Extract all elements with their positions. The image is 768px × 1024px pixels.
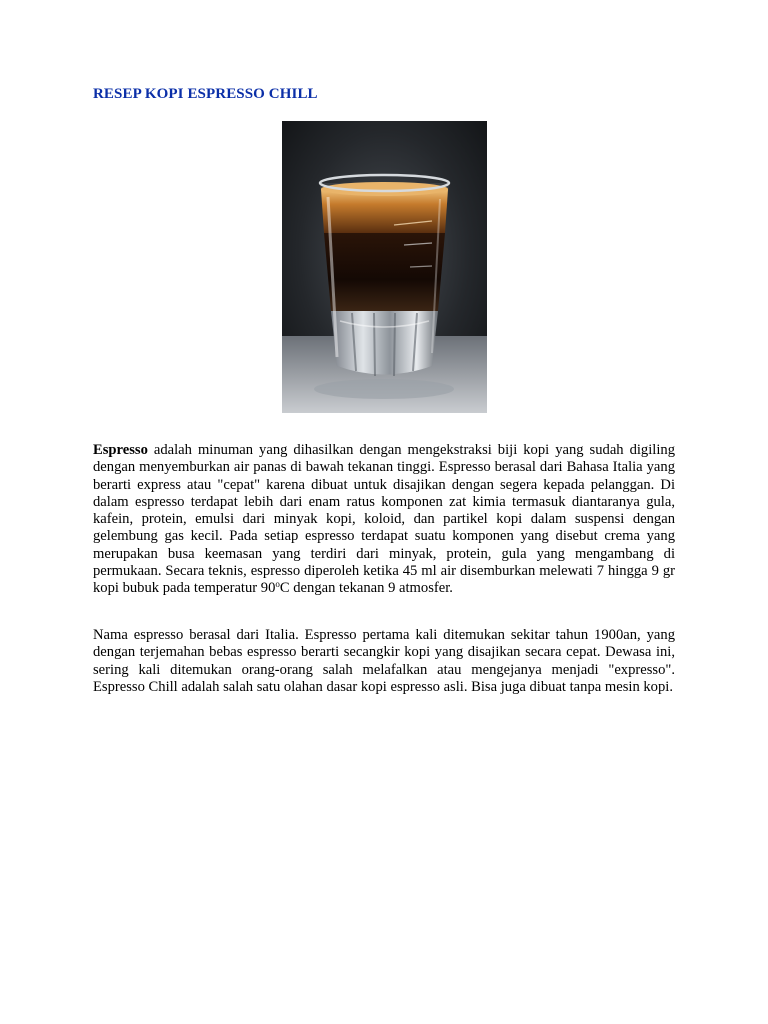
paragraph-espresso-origin: Nama espresso berasal dari Italia. Espresso pertama kali ditemukan sekitar tahun 1900an, yang dengan terjemahan bebas espresso berarti secangkir kopi yang disajikan secara cepat. Dewasa ini, sering kali ditemukan orang-orang salah melafalkan atau mengejanya menjadi "expresso". Espresso Chill adalah salah satu olahan dasar kopi espresso asli. Bisa juga dibuat tanpa mesin kopi. — [93, 627, 675, 695]
document-title: RESEP KOPI ESPRESSO CHILL — [93, 86, 318, 102]
paragraph-1-text-b: C dengan tekanan 9 atmosfer. — [279, 580, 453, 597]
paragraph-espresso-definition — [93, 442, 675, 598]
degree-symbol: o — [275, 579, 280, 590]
espresso-term: Espresso — [93, 442, 148, 458]
paragraph-1-text-a: adalah minuman yang dihasilkan dengan mengekstraksi biji kopi yang sudah digiling dengan menyemburkan air panas di bawah tekanan tinggi. Espresso berasal dari Bahasa Italia yang berarti express atau "cepat" karena dibuat untuk disajikan dengan segera kepada pelanggan. Di dalam espresso terdapat lebih dari enam ratus komponen zat kimia termasuk diantaranya gula, kafein, protein, emulsi dari minyak kopi, koloid, dan partikel kopi dalam suspensi dengan gelembung gas kecil. Pada setiap espresso terdapat suatu komponen yang disebut crema yang merupakan busa keemasan yang terdiri dari minyak, protein, gula yang mengambang di permukaan. Secara teknis, espresso diperoleh ketika 45 ml air disemburkan melewati 7 hingga 9 gr kopi bubuk pada temperatur 90 — [93, 442, 675, 597]
espresso-shot-glass-photo — [282, 121, 487, 413]
